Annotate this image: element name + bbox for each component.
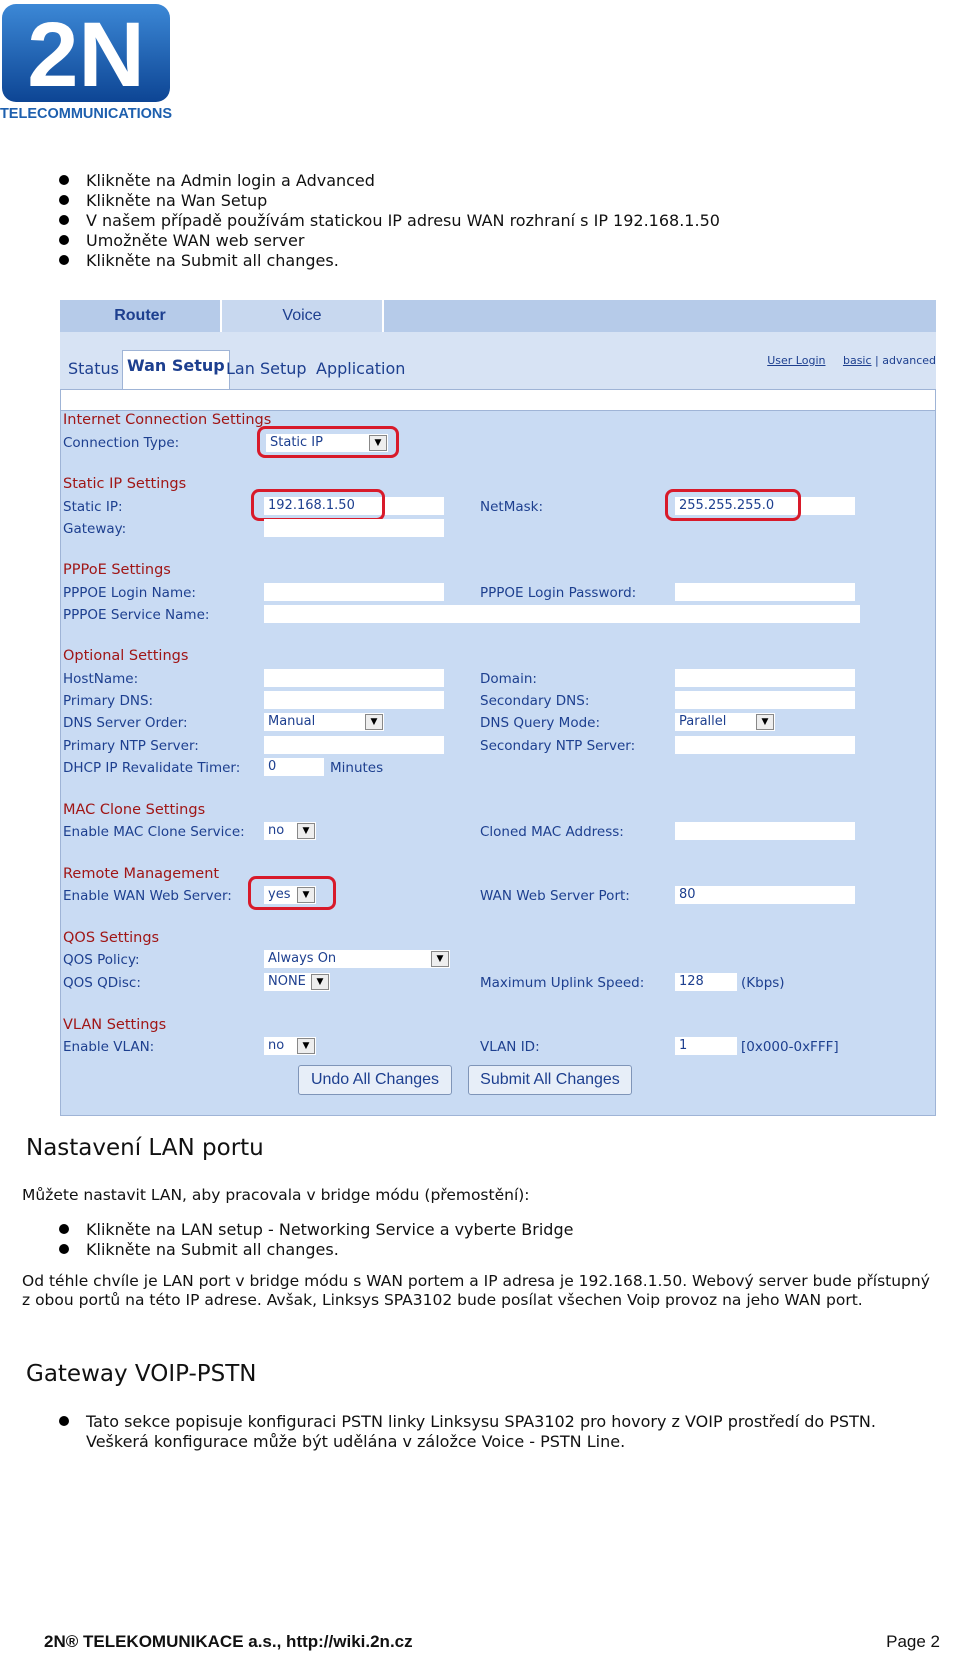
label-vlan-id: VLAN ID:: [480, 1039, 540, 1055]
label-hostname: HostName:: [63, 671, 139, 687]
label-cloned-mac: Cloned MAC Address:: [480, 824, 624, 840]
label-primary-dns: Primary DNS:: [63, 693, 154, 709]
cloned-mac-input[interactable]: [675, 822, 855, 840]
label-dns-query: DNS Query Mode:: [480, 715, 601, 731]
label-enable-vlan: Enable VLAN:: [63, 1039, 155, 1055]
company-logo: [0, 0, 180, 130]
submit-all-changes-button[interactable]: Submit All Changes: [468, 1065, 632, 1095]
vlan-id-input[interactable]: 1: [675, 1037, 737, 1055]
chevron-down-icon: ▼: [297, 823, 315, 839]
qos-policy-select[interactable]: Always On ▼: [264, 950, 450, 968]
dns-order-select[interactable]: Manual ▼: [264, 713, 384, 731]
chevron-down-icon: ▼: [297, 887, 315, 903]
secondary-ntp-input[interactable]: [675, 736, 855, 754]
tab-application[interactable]: Application: [316, 359, 406, 378]
section-static-ip: Static IP Settings: [63, 476, 187, 492]
label-gateway: Gateway:: [63, 521, 127, 537]
domain-input[interactable]: [675, 669, 855, 687]
label-primary-ntp: Primary NTP Server:: [63, 738, 199, 754]
router-wan-setup-screenshot: [60, 300, 936, 1156]
list-item: Klikněte na Wan Setup: [56, 191, 720, 211]
tab-status[interactable]: Status: [68, 359, 119, 378]
label-mac-clone: Enable MAC Clone Service:: [63, 824, 245, 840]
pppoe-password-input[interactable]: [675, 583, 855, 601]
mode-links: [767, 354, 936, 367]
lan-paragraph: Od téhle chvíle je LAN port v bridge módu s WAN portem a IP adresa je 192.168.1.50. Webový server bude přístupný z obou portů na této IP adrese. Avšak, Linksys SPA3102 bude posílat všechen Voip provoz na jeho WAN port.: [22, 1272, 930, 1309]
dhcp-timer-input[interactable]: 0: [264, 758, 324, 776]
enable-vlan-select[interactable]: no ▼: [264, 1037, 316, 1055]
section-mac-clone: MAC Clone Settings: [63, 802, 206, 818]
footer-company: 2N® TELEKOMUNIKACE a.s., http://wiki.2n.cz: [44, 1632, 413, 1651]
undo-all-changes-button[interactable]: Undo All Changes: [298, 1065, 452, 1095]
wan-settings-form: [60, 410, 936, 1116]
list-item: Klikněte na Submit all changes.: [56, 1240, 573, 1260]
list-item: V našem případě používám statickou IP adresu WAN rozhraní s IP 192.168.1.50: [56, 211, 720, 231]
chevron-down-icon: ▼: [365, 714, 383, 730]
qos-qdisc-select[interactable]: NONE ▼: [264, 973, 330, 991]
netmask-input[interactable]: 255.255.255.0: [675, 497, 855, 515]
red-highlight-netmask: [665, 489, 801, 521]
label-wan-port: WAN Web Server Port:: [480, 888, 630, 904]
section-internet-connection: Internet Connection Settings: [63, 412, 272, 428]
label-dns-order: DNS Server Order:: [63, 715, 188, 731]
advanced-link[interactable]: advanced: [882, 354, 936, 367]
section-vlan: VLAN Settings: [63, 1017, 167, 1033]
label-pppoe-password: PPPOE Login Password:: [480, 585, 637, 601]
static-ip-input[interactable]: 192.168.1.50: [264, 497, 444, 515]
label-qos-policy: QOS Policy:: [63, 952, 140, 968]
gateway-bullet-list: [56, 1412, 916, 1452]
pppoe-service-input[interactable]: [264, 605, 860, 623]
logo-mark: 2N: [27, 4, 145, 106]
gateway-input[interactable]: [264, 519, 444, 537]
chevron-down-icon: ▼: [756, 714, 774, 730]
label-netmask: NetMask:: [480, 499, 544, 515]
content-top-strip: [60, 389, 936, 410]
uplink-unit: (Kbps): [741, 975, 785, 991]
red-highlight-connection-type: [257, 426, 399, 458]
chevron-down-icon: ▼: [297, 1038, 315, 1054]
label-dhcp-timer: DHCP IP Revalidate Timer:: [63, 760, 241, 776]
tab-router[interactable]: Router: [60, 300, 222, 332]
label-domain: Domain:: [480, 671, 537, 687]
tab-lan-setup[interactable]: Lan Setup: [226, 359, 307, 378]
label-pppoe-login: PPPOE Login Name:: [63, 585, 196, 601]
user-login-link[interactable]: User Login: [767, 354, 826, 367]
hostname-input[interactable]: [264, 669, 444, 687]
dns-query-select[interactable]: Parallel ▼: [675, 713, 775, 731]
section-remote-management: Remote Management: [63, 866, 220, 882]
list-item: Klikněte na LAN setup - Networking Service a vyberte Bridge: [56, 1220, 573, 1240]
gateway-heading: Gateway VOIP-PSTN: [26, 1361, 257, 1387]
sub-tab-bar: [60, 332, 936, 389]
chevron-down-icon: ▼: [369, 435, 387, 451]
label-secondary-dns: Secondary DNS:: [480, 693, 590, 709]
dhcp-timer-unit: Minutes: [330, 760, 384, 776]
red-highlight-wan-web-server: [248, 876, 336, 910]
list-item: Tato sekce popisuje konfiguraci PSTN linky Linksysu SPA3102 pro hovory z VOIP prostředí do PSTN. Veškerá konfigurace může být udělána v záložce Voice - PSTN Line.: [56, 1412, 916, 1452]
section-qos: QOS Settings: [63, 930, 160, 946]
primary-ntp-input[interactable]: [264, 736, 444, 754]
label-wan-web-server: Enable WAN Web Server:: [63, 888, 232, 904]
chevron-down-icon: ▼: [431, 951, 449, 967]
label-qos-qdisc: QOS QDisc:: [63, 975, 141, 991]
list-item: Klikněte na Admin login a Advanced: [56, 171, 720, 191]
intro-bullet-list: [56, 171, 720, 271]
label-connection-type: Connection Type:: [63, 435, 180, 451]
pppoe-login-input[interactable]: [264, 583, 444, 601]
section-pppoe: PPPoE Settings: [63, 562, 171, 578]
vlan-id-range: [0x000-0xFFF]: [741, 1039, 839, 1055]
tab-wan-setup[interactable]: Wan Setup: [122, 350, 230, 389]
wan-web-server-select[interactable]: yes ▼: [264, 886, 316, 904]
label-secondary-ntp: Secondary NTP Server:: [480, 738, 636, 754]
list-item: Umožněte WAN web server: [56, 231, 720, 251]
label-max-uplink: Maximum Uplink Speed:: [480, 975, 645, 991]
tab-voice[interactable]: Voice: [222, 300, 384, 332]
primary-dns-input[interactable]: [264, 691, 444, 709]
list-item: Klikněte na Submit all changes.: [56, 251, 720, 271]
lan-bullet-list: [56, 1220, 573, 1260]
mac-clone-select[interactable]: no ▼: [264, 822, 316, 840]
chevron-down-icon: ▼: [311, 974, 329, 990]
label-static-ip: Static IP:: [63, 499, 123, 515]
link-separator: |: [875, 354, 879, 367]
logo-tagline: TELECOMMUNICATIONS: [0, 106, 173, 122]
footer-page-number: Page 2: [886, 1632, 940, 1651]
lan-heading: Nastavení LAN portu: [26, 1135, 264, 1161]
label-pppoe-service: PPPOE Service Name:: [63, 607, 210, 623]
connection-type-select[interactable]: Static IP ▼: [266, 434, 388, 452]
secondary-dns-input[interactable]: [675, 691, 855, 709]
red-highlight-static-ip: [251, 489, 385, 521]
lan-intro: Můžete nastavit LAN, aby pracovala v bridge módu (přemostění):: [22, 1186, 530, 1204]
section-optional: Optional Settings: [63, 648, 189, 664]
wan-port-input[interactable]: 80: [675, 886, 855, 904]
max-uplink-input[interactable]: 128: [675, 973, 737, 991]
basic-link[interactable]: basic: [842, 354, 872, 367]
